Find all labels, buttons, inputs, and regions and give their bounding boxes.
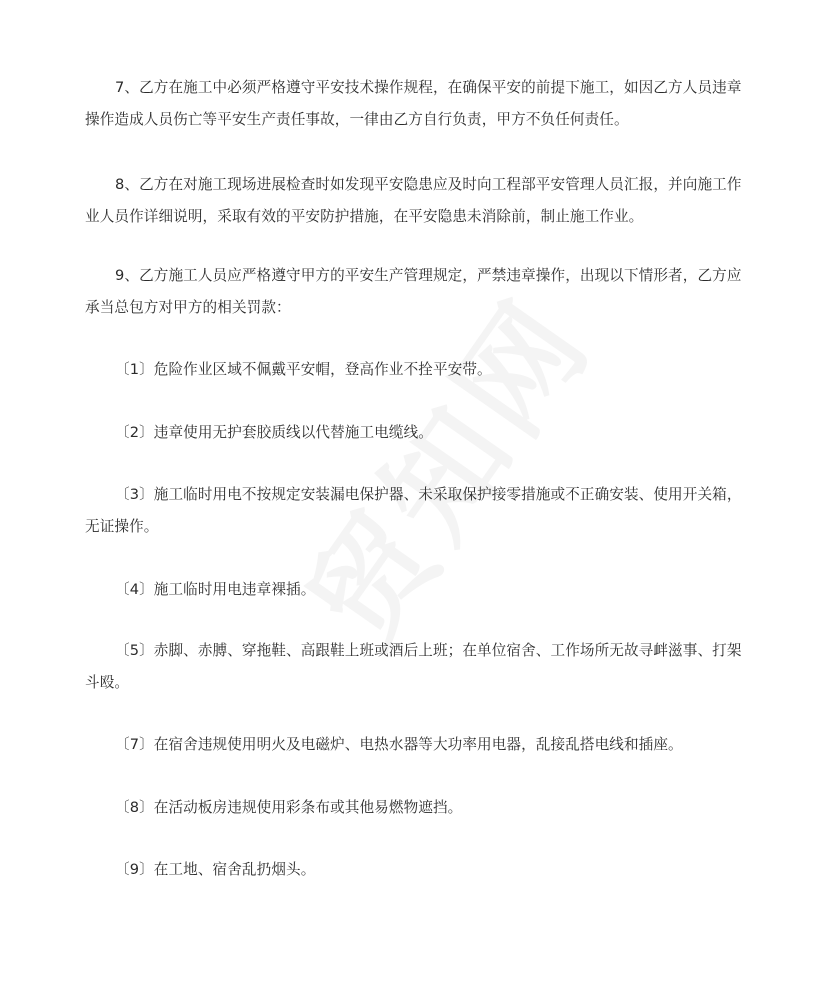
list-item-9: 〔9〕在工地、宿舍乱扔烟头。 [115, 861, 316, 878]
paragraph-7: 7、乙方在施工中必须严格遵守平安技术操作规程，在确保平安的前提下施工，如因乙方人员违章操作造成人员伤亡等平安生产责任事故，一律由乙方自行负责，甲方不负任何责任。 [85, 79, 742, 128]
list-item-3: 〔3〕施工临时用电不按规定安装漏电保护器、未采取保护接零措施或不正确安装、使用开关箱，无证操作。 [85, 486, 742, 535]
paragraph-8: 8、乙方在对施工现场进展检查时如发现平安隐患应及时向工程部平安管理人员汇报，并向施工作业人员作详细说明，采取有效的平安防护措施，在平安隐患未消除前，制止施工作业。 [85, 176, 742, 225]
list-item-4: 〔4〕施工临时用电违章裸插。 [115, 581, 316, 598]
list-item-2: 〔2〕违章使用无护套胶质线以代替施工电缆线。 [115, 424, 433, 441]
list-item-7: 〔7〕在宿舍违规使用明火及电磁炉、电热水器等大功率用电器，乱接乱搭电线和插座。 [115, 736, 683, 753]
list-item-8: 〔8〕在活动板房违规使用彩条布或其他易燃物遮挡。 [115, 799, 463, 816]
list-item-1: 〔1〕危险作业区域不佩戴平安帽，登高作业不拴平安带。 [115, 361, 492, 378]
list-item-5: 〔5〕赤脚、赤膊、穿拖鞋、高跟鞋上班或酒后上班；在单位宿舍、工作场所无故寻衅滋事、打架斗殴。 [85, 642, 742, 691]
paragraph-9: 9、乙方施工人员应严格遵守甲方的平安生产管理规定，严禁违章操作，出现以下情形者，乙方应承当总包方对甲方的相关罚款： [85, 267, 742, 316]
